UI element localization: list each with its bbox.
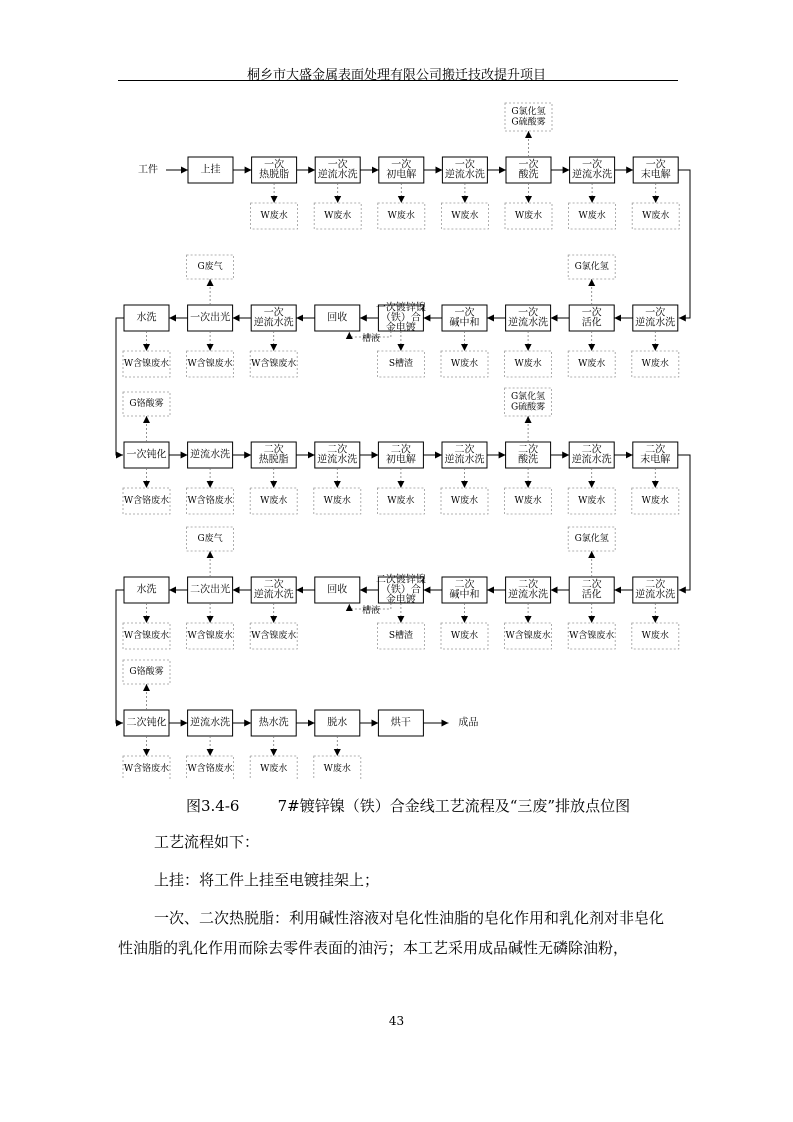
process-step-label: （铁）合: [380, 312, 421, 324]
process-step-label: 末电解: [640, 454, 671, 466]
process-step-label: 逆流水洗: [508, 317, 549, 329]
process-step-label: 逆流水洗: [253, 589, 294, 601]
emission-label: W含镍废水: [123, 631, 170, 641]
emission-label: S槽渣: [388, 631, 413, 641]
process-step-label: 一次: [645, 159, 666, 171]
emission-label: S槽渣: [388, 359, 413, 369]
process-step-label: 一次出光: [190, 312, 231, 324]
process-step-label: 一次: [645, 307, 666, 319]
row-turn-connector: [116, 318, 124, 455]
emission-label: W废水: [387, 496, 415, 506]
emission-label: W含镍废水: [505, 631, 551, 641]
process-step-label: 初电解: [385, 454, 416, 466]
input-label: 工件: [138, 164, 158, 176]
process-step-label: 二次: [263, 444, 284, 456]
process-step-label: 逆流水洗: [572, 169, 613, 181]
process-step-label: 碱中和: [449, 317, 480, 329]
emission-label: W废水: [514, 211, 543, 221]
process-step-label: 二次: [390, 444, 411, 456]
row-turn-connector: [678, 455, 690, 590]
process-step-label: 回收: [327, 312, 348, 324]
emission-label: W废水: [450, 359, 479, 369]
process-step-label: 碱中和: [449, 589, 480, 601]
process-step-label: 一次: [582, 159, 603, 171]
emission-label: G氯化氢: [574, 534, 609, 544]
emission-label: W废水: [578, 211, 606, 221]
emission-label: G氯化氢: [574, 262, 609, 272]
process-step-label: 二次钝化: [126, 717, 167, 729]
process-step-label: 金电镀: [385, 594, 416, 606]
process-step-label: 一次: [518, 159, 539, 171]
paragraph-degreasing: 一次、二次热脱脂：利用碱性溶液对皂化性油脂的皂化作用和乳化剂对非皂化性油脂的乳化作用而除去零件表面的油污；本工艺采用成品碱性无磷除油粉，: [118, 909, 665, 957]
process-step-label: 热水洗: [258, 717, 289, 729]
return-label: 槽液: [362, 606, 381, 616]
process-step-label: 热脱脂: [258, 454, 289, 466]
emission-label: W废水: [324, 211, 352, 221]
process-step-label: 水洗: [136, 584, 157, 596]
process-step-label: 水洗: [136, 312, 157, 324]
process-step-label: 逆流水洗: [635, 589, 676, 601]
emission-label: W废水: [514, 496, 542, 506]
emission-label: W废水: [450, 631, 479, 641]
process-step-label: 二次: [645, 444, 666, 456]
figure-number: 图3.4-6: [186, 797, 240, 815]
emission-label: W含铬废水: [187, 496, 233, 506]
process-step-label: 二次镀锌镍: [375, 574, 426, 586]
process-step-label: 逆流水洗: [444, 169, 485, 181]
process-step-label: 逆流水洗: [444, 454, 485, 466]
process-step-label: 二次: [645, 579, 666, 591]
process-step-label: 酸洗: [518, 454, 539, 466]
process-step-label: 二次: [327, 444, 348, 456]
process-step-label: 活化: [581, 317, 602, 329]
emission-label: W废水: [641, 631, 669, 641]
process-step-label: 末电解: [640, 169, 671, 181]
output-label: 成品: [458, 717, 479, 729]
emission-label: W废水: [260, 496, 288, 506]
emission-label: G硫酸雾: [510, 402, 546, 413]
emission-label: G氯化氢: [510, 391, 546, 402]
process-step-label: 二次: [263, 579, 284, 591]
process-step-label: 一次: [263, 307, 284, 319]
process-step-label: 一次: [391, 159, 412, 171]
process-step-label: 烘干: [390, 717, 411, 729]
emission-label: G废气: [197, 534, 223, 544]
process-step-label: 一次: [518, 307, 539, 319]
emission-label: W废水: [323, 764, 351, 774]
emission-label: W含铬废水: [187, 764, 233, 774]
emission-label: G硫酸雾: [511, 117, 546, 128]
process-step-label: 一次: [581, 307, 602, 319]
paragraph-hanging: 上挂：将工件上挂至电镀挂架上；: [154, 871, 380, 889]
process-step-label: 二次: [454, 579, 475, 591]
figure-caption: [186, 795, 630, 816]
row-turn-connector: [678, 170, 690, 318]
return-label: 槽液: [362, 334, 381, 344]
process-step-label: 二次: [581, 579, 602, 591]
process-step-label: 酸洗: [518, 169, 539, 181]
emission-label: W含镍废水: [187, 359, 233, 369]
emission-label: W废水: [641, 359, 669, 369]
process-step-label: 逆流水洗: [317, 454, 358, 466]
emission-label: W废水: [641, 496, 669, 506]
process-step-label: 上挂: [200, 164, 221, 176]
process-step-label: 逆流水洗: [571, 454, 612, 466]
process-step-label: 金电镀: [385, 322, 416, 334]
emission-label: W含镍废水: [187, 631, 233, 641]
emission-label: W废水: [514, 359, 542, 369]
process-step-label: 一次: [327, 159, 348, 171]
process-step-label: （铁）合: [380, 584, 421, 596]
emission-label: W含镍废水: [251, 631, 297, 641]
process-step-label: 一次: [264, 159, 285, 171]
emission-label: G废气: [197, 262, 223, 272]
emission-label: G铬酸雾: [129, 667, 164, 677]
process-step-label: 回收: [327, 584, 348, 596]
process-step-label: 逆流水洗: [190, 717, 231, 729]
row-turn-connector: [116, 590, 124, 723]
process-step-label: 一次: [454, 159, 475, 171]
process-step-label: 逆流水洗: [253, 317, 294, 329]
process-step-label: 初电解: [386, 169, 417, 181]
process-step-label: 二次: [454, 444, 475, 456]
emission-label: W废水: [260, 764, 288, 774]
emission-label: W含铬废水: [123, 764, 170, 774]
emission-label: W废水: [387, 211, 415, 221]
process-step-label: 热脱脂: [259, 169, 290, 181]
emission-label: W废水: [578, 496, 606, 506]
process-step-label: 一次: [454, 307, 475, 319]
process-step-label: 活化: [581, 589, 602, 601]
emission-label: W含铬废水: [123, 496, 170, 506]
emission-label: W废水: [451, 211, 479, 221]
process-step-label: 二次: [581, 444, 602, 456]
process-step-label: 逆流水洗: [190, 449, 231, 461]
emission-label: W废水: [323, 496, 351, 506]
process-step-label: 二次出光: [190, 584, 231, 596]
emission-label: W含镍废水: [569, 631, 615, 641]
emission-label: G铬酸雾: [129, 399, 164, 409]
emission-label: W废水: [450, 496, 479, 506]
process-step-label: 逆流水洗: [635, 317, 676, 329]
page-header: 桐乡市大盛金属表面处理有限公司搬迁技改提升项目: [246, 68, 546, 83]
emission-label: W废水: [260, 211, 288, 221]
figure-title: 7#镀锌镍（铁）合金线工艺流程及“三废”排放点位图: [277, 797, 631, 815]
process-step-label: 一次镀锌镍: [375, 302, 426, 314]
emission-label: W废水: [642, 211, 670, 221]
process-step-label: 二次: [518, 579, 539, 591]
emission-label: G氯化氢: [511, 106, 546, 117]
process-step-label: 逆流水洗: [508, 589, 549, 601]
emission-label: W含镍废水: [123, 359, 170, 369]
emission-label: W含镍废水: [251, 359, 297, 369]
process-step-label: 逆流水洗: [317, 169, 358, 181]
process-step-label: 脱水: [327, 717, 348, 729]
page-number: 43: [388, 1014, 405, 1028]
emission-label: W废水: [578, 359, 606, 369]
process-step-label: 二次: [518, 444, 539, 456]
paragraph-intro: 工艺流程如下：: [154, 833, 260, 851]
process-step-label: 一次钝化: [126, 449, 167, 461]
